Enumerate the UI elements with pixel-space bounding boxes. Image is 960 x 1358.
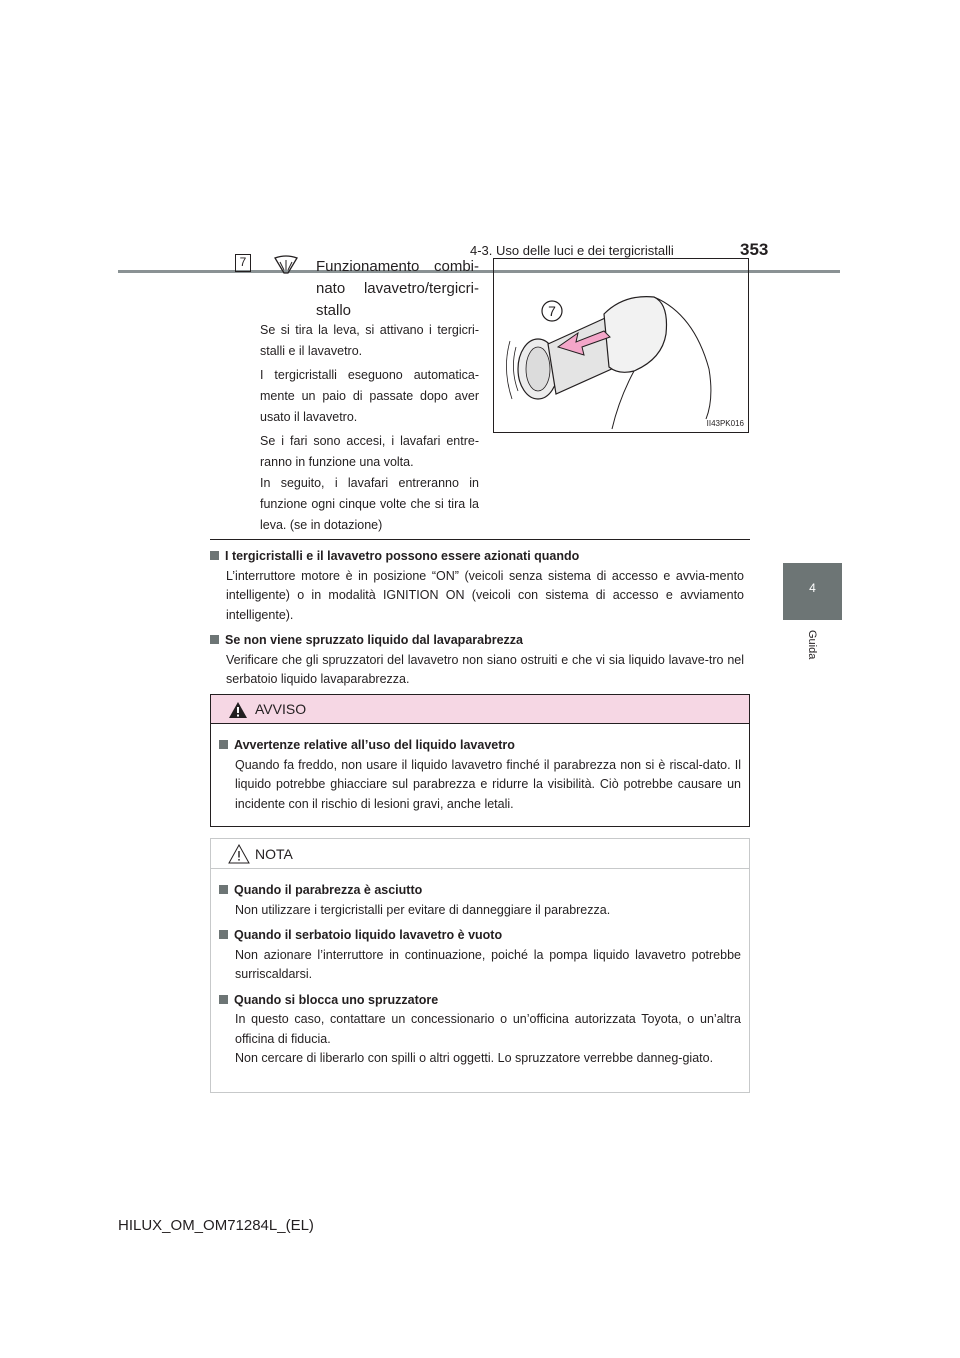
note-heading [210,631,744,651]
note-heading [210,547,744,567]
document-code: HILUX_OM_OM71284L_(EL) [118,1217,314,1234]
square-bullet-icon [219,995,228,1004]
nota-heading-text: Quando il parabrezza è asciutto [234,883,423,897]
nota-heading-text: Quando si blocca uno spruzzatore [234,992,439,1007]
warning-heading-text: Avvertenze relative all’uso del liquido lavavetro [234,738,515,752]
nota-heading-text: Quando il serbatoio liquido lavavetro è vuoto [234,928,503,942]
chapter-label: Guida [806,630,818,660]
square-bullet-icon [210,635,219,644]
nota-text: Non azionare l’interruttore in continuazione, poiché la pompa liquido lavavetro potrebbe surriscaldarsi. [235,947,741,981]
square-bullet-icon [219,740,228,749]
note-heading-text: Se non viene spruzzato liquido dal lavaparabrezza [225,633,523,647]
note-text: L’interruttore motore è in posizione “ON” (veicoli senza sistema di accesso e avvia-mento intelligente) o in modalità IGNITION ON (veicoli con sistema di accesso e avviamento intelligente). [226,568,744,622]
warning-text: Quando fa freddo, non usare il liquido lavavetro finché il parabrezza non si è riscal-dato. Il liquido potrebbe ghiacciare sul parabrezza e ridurre la visibilità. Ciò potrebbe causare un incidente con il rischio di lesioni gravi, anche letali. [235,757,741,811]
item-paragraph: In seguito, i lavafari entreranno in funzione ogni cinque volte che si tira la leva. (se in dotazione) [260,476,479,532]
item-paragraph: Se si tira la leva, si attivano i tergicri-stalli e il lavavetro. [260,323,479,358]
hand-drawing [604,297,667,373]
warning-body [211,724,749,814]
lever-knob-face [526,347,550,391]
warning-triangle-icon [228,701,248,719]
lever-drawing [494,259,750,434]
notes-section [210,547,744,696]
item-title [316,256,479,322]
item-paragraph: I tergicristalli eseguono automatica-mente un paio di passate dopo aver usato il lavavetro. [260,368,479,424]
nota-text: Non cercare di liberarlo con spilli o altri oggetti. Lo spruzzatore verrebbe danneg-giato. [235,1051,714,1065]
nota-box [210,838,750,1093]
square-bullet-icon [219,885,228,894]
page-number: 353 [740,240,769,259]
wrist-outline [612,371,634,429]
note-text: Verificare che gli spruzzatori del lavavetro non siano ostruiti e che vi sia liquido lavave-tro nel serbatoio liquido lavaparabrezza. [226,652,744,686]
item-title-line: nato lavavetro/tergicri- [316,280,479,297]
wiper-washer-icon [272,253,300,275]
nota-text: In questo caso, contattare un concessionario o un’officina autorizzata Toyota, o un’altra officina di fiducia. [235,1012,741,1046]
lever-illustration [493,258,749,433]
nota-heading [219,991,741,1011]
nota-header [211,839,749,869]
motion-line [513,347,518,391]
note-heading-text: I tergicristalli e il lavavetro possono essere azionati quando [225,549,580,563]
nota-text: Non utilizzare i tergicristalli per evitare di danneggiare il parabrezza. [235,902,611,917]
caution-triangle-icon [228,844,250,864]
nota-heading [219,926,741,946]
section-divider [210,539,750,540]
nota-heading [219,881,741,901]
chapter-number: 4 [809,581,816,595]
nota-label: NOTA [255,846,293,862]
item-number: 7 [235,254,251,272]
item-title-line: stallo [316,302,352,319]
motion-line [506,341,512,399]
warning-box [210,694,750,827]
nota-body [211,869,749,1069]
square-bullet-icon [210,551,219,560]
square-bullet-icon [219,930,228,939]
item-title-line: Funzionamento combi- [316,258,479,275]
item-description [260,320,479,539]
warning-header [211,695,749,724]
callout-number: 7 [548,303,556,319]
warning-label: AVVISO [255,701,307,717]
figure-code: II43PK016 [706,419,744,428]
section-title: 4-3. Uso delle luci e dei tergicristalli [470,243,674,258]
item-paragraph: Se i fari sono accesi, i lavafari entre-ranno in funzione una volta. [260,434,479,469]
warning-heading [219,736,741,756]
